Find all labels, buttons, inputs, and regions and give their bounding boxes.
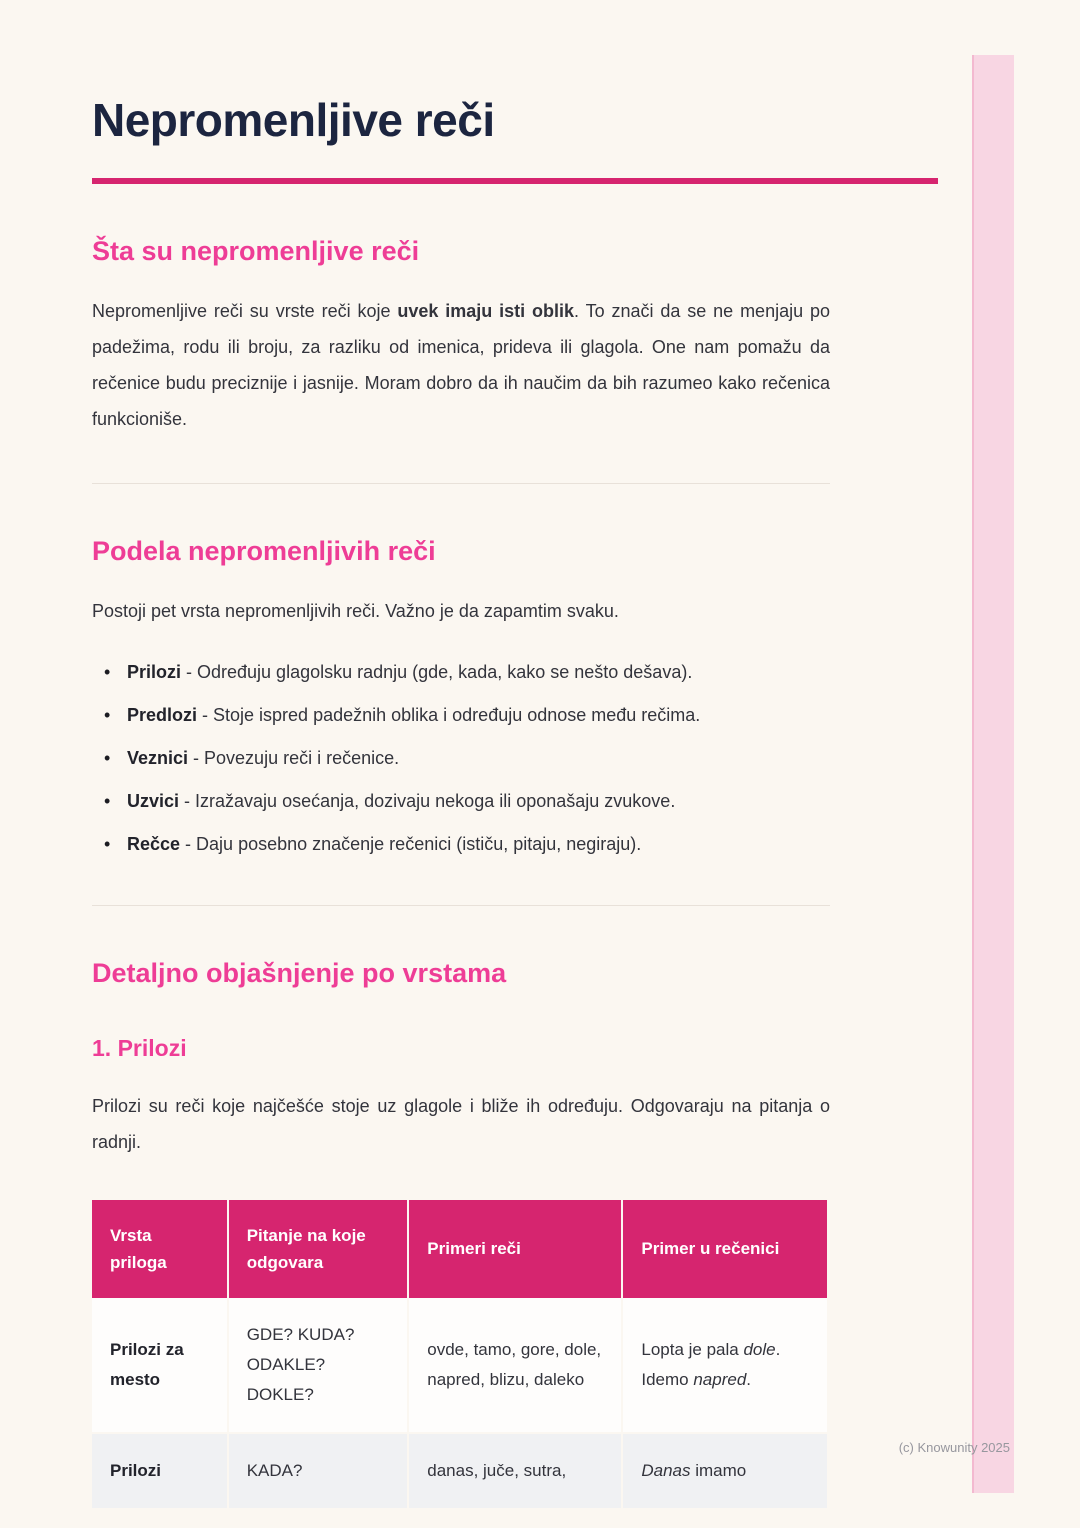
list-item-term: Predlozi [127, 704, 198, 725]
section-heading-detaljno: Detaljno objašnjenje po vrstama [92, 957, 507, 988]
table-cell-primer [623, 1434, 827, 1510]
text-segment: imamo [690, 1460, 747, 1480]
side-stripe [972, 55, 1014, 1493]
table-header-row [92, 1200, 827, 1298]
table-cell-primeri: ovde, tamo, gore, dole, napred, blizu, daleko [409, 1298, 623, 1434]
list-item [92, 743, 830, 773]
section-divider [92, 905, 830, 906]
list-item [92, 657, 830, 687]
text-segment: uvek imaju isti oblik [397, 300, 575, 321]
table-header-cell: Pitanje na koje odgovara [229, 1200, 410, 1298]
list-item-desc: - Daju posebno značenje rečenici (ističu, pitaju, negiraju). [180, 833, 642, 854]
text-segment: dole [743, 1339, 776, 1359]
table-row [92, 1434, 827, 1510]
content-column [92, 0, 938, 1510]
watermark: (c) Knowunity 2025 [898, 1440, 1010, 1455]
table-cell-vrsta: Prilozi za mesto [92, 1298, 229, 1434]
text-segment: . Idemo [641, 1339, 781, 1389]
table-header-cell: Primeri reči [409, 1200, 623, 1298]
text-segment: Nepromenljive reči su vrste reči koje [92, 300, 398, 321]
intro-paragraph [92, 293, 830, 437]
section-heading-intro: Šta su nepromenljive reči [92, 235, 420, 266]
list-item-desc: - Izražavaju osećanja, dozivaju nekoga ili oponašaju zvukove. [179, 790, 676, 811]
title-rule [92, 178, 938, 184]
text-segment: Lopta je pala [641, 1339, 744, 1359]
table-cell-primeri: danas, juče, sutra, [409, 1434, 623, 1510]
text-segment: Danas [641, 1460, 691, 1480]
table-cell-pitanje: KADA? [229, 1434, 410, 1510]
adverbs-table [92, 1200, 827, 1510]
bullet-marker: • [104, 833, 111, 854]
list-item-text [127, 700, 700, 730]
list-item-desc: - Stoje ispred padežnih oblika i određuju odnose među rečima. [197, 704, 701, 725]
podela-paragraph: Postoji pet vrsta nepromenljivih reči. Važno je da zapamtim svaku. [92, 600, 619, 621]
table-cell-pitanje: GDE? KUDA? ODAKLE? DOKLE? [229, 1298, 410, 1434]
table-cell-vrsta: Prilozi [92, 1434, 229, 1510]
prilozi-paragraph: Prilozi su reči koje najčešće stoje uz glagole i bliže ih određuju. Odgovaraju na pitanja o radnji. [92, 1095, 830, 1152]
bullet-marker: • [104, 661, 111, 682]
text-segment: . To znači da se ne menjaju po padežima, rodu ili broju, za razliku od imenica, prideva ili glagola. One nam pomažu da rečenice budu preciznije i jasnije. Moram dobro da ih naučim da bih razumeo kako rečenica funkcioniše. [92, 300, 830, 429]
page-title: Nepromenljive reči [92, 94, 495, 146]
list-item-term: Prilozi [127, 661, 182, 682]
list-item-term: Uzvici [127, 790, 180, 811]
section-heading-podela: Podela nepromenljivih reči [92, 535, 436, 566]
list-item-desc: - Određuju glagolsku radnju (gde, kada, kako se nešto dešava). [181, 661, 693, 682]
list-item [92, 700, 830, 730]
bullet-list [92, 657, 830, 859]
text-segment: napred [693, 1369, 747, 1389]
table-cell-primer [623, 1298, 827, 1434]
list-item-text [127, 829, 641, 859]
list-item-desc: - Povezuju reči i rečenice. [188, 747, 400, 768]
list-item-text [127, 786, 675, 816]
list-item [92, 786, 830, 816]
list-item-term: Veznici [127, 747, 189, 768]
list-item [92, 829, 830, 859]
list-item-text [127, 743, 399, 773]
bullet-marker: • [104, 790, 111, 811]
text-segment: . [746, 1369, 752, 1389]
section-divider [92, 483, 830, 484]
subsection-heading-prilozi: 1. Prilozi [92, 1034, 187, 1061]
bullet-marker: • [104, 704, 111, 725]
list-item-term: Rečce [127, 833, 181, 854]
bullet-marker: • [104, 747, 111, 768]
table-header-cell: Primer u rečenici [623, 1200, 827, 1298]
table-row [92, 1298, 827, 1434]
table-header-cell: Vrsta priloga [92, 1200, 229, 1298]
list-item-text [127, 657, 692, 687]
